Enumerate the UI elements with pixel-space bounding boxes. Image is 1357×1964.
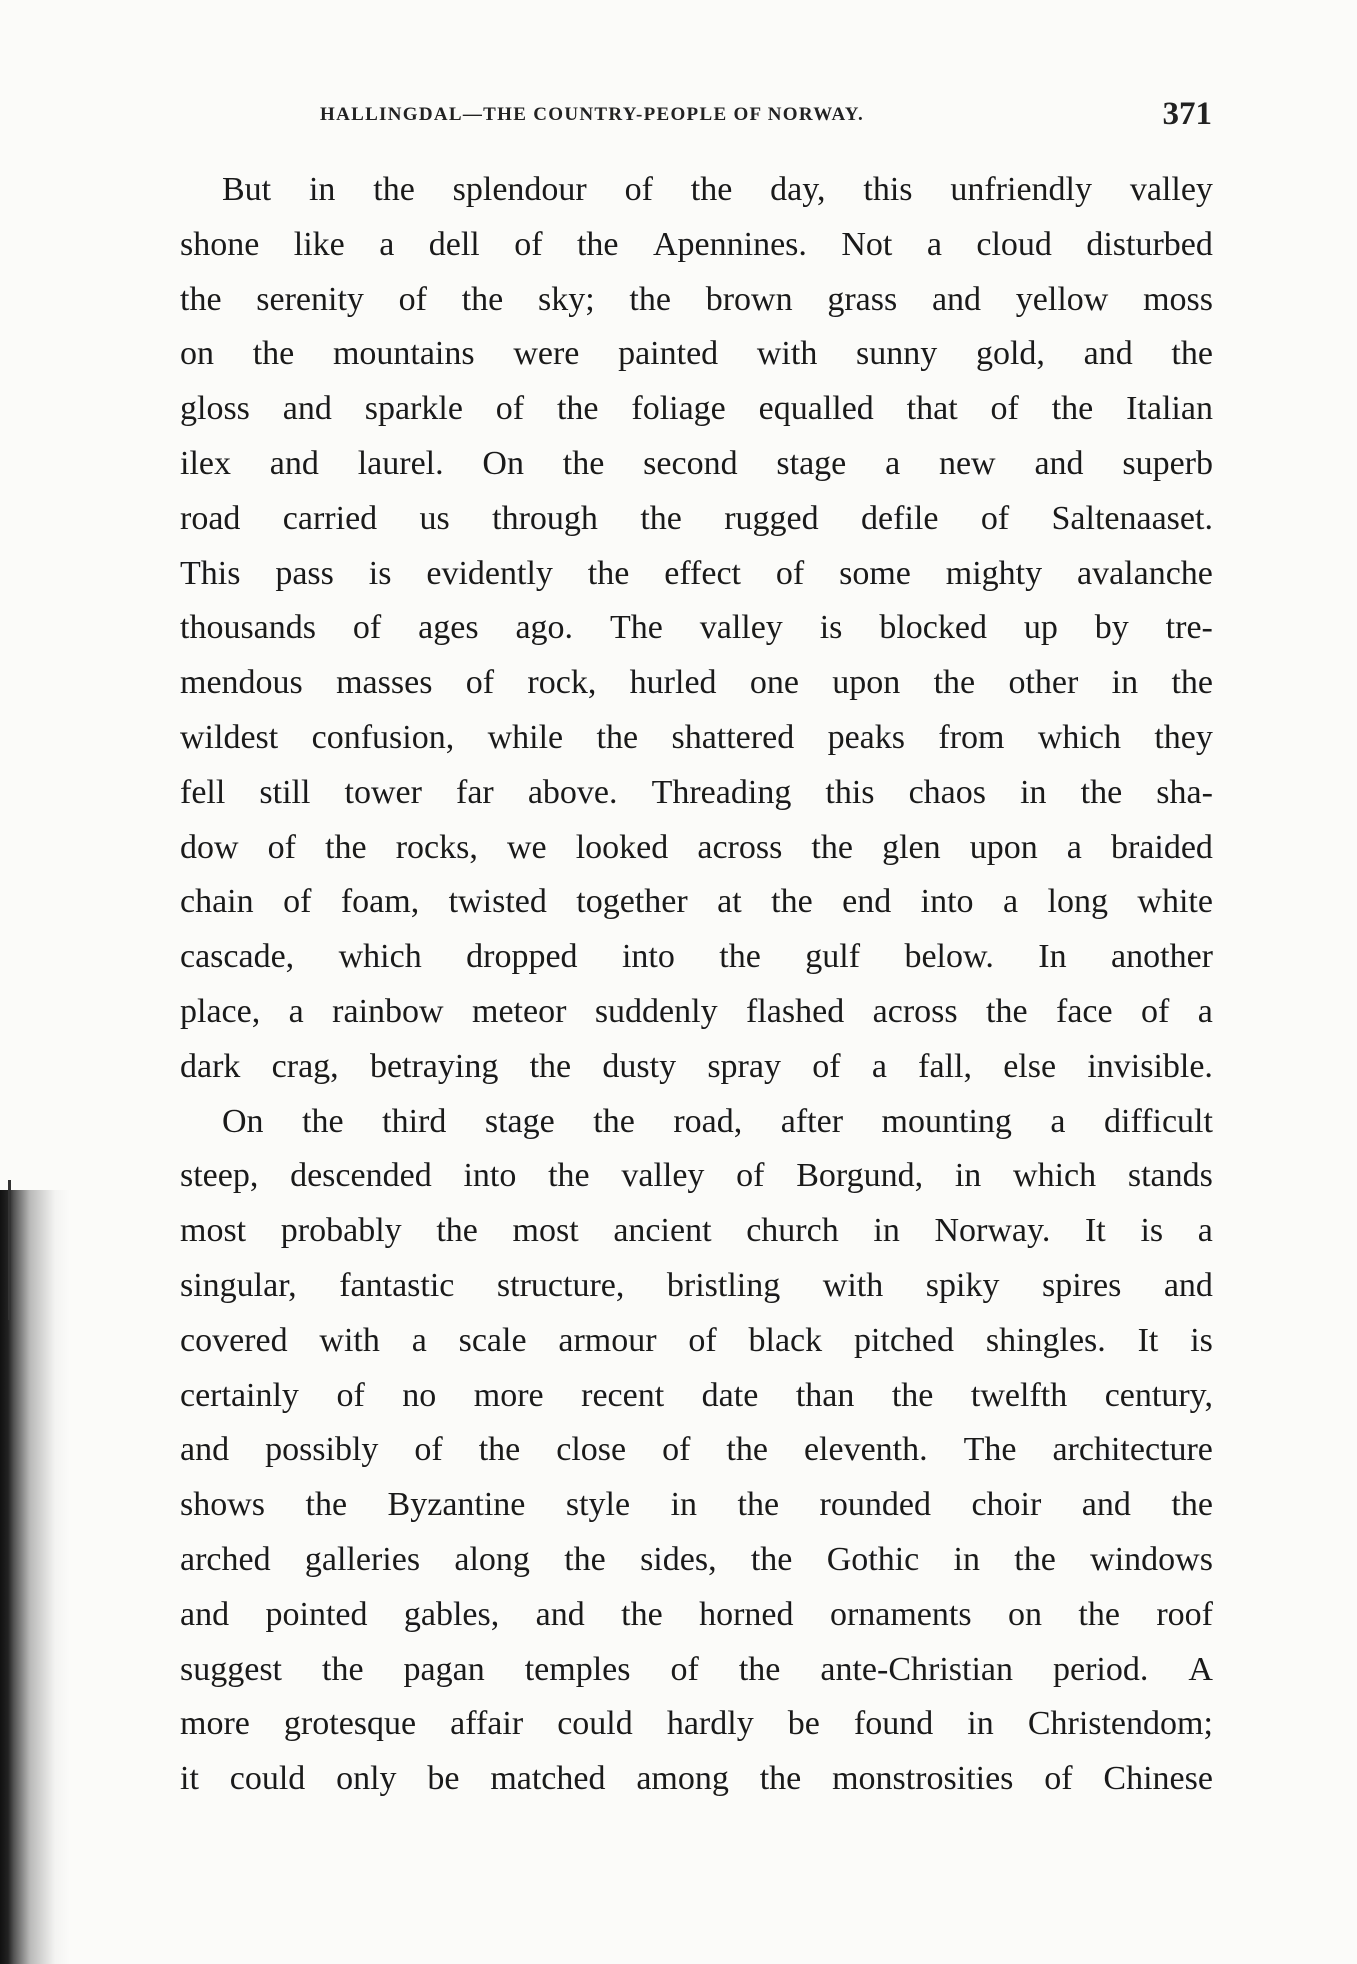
text-line: On the third stage the road, after mounting a difficult (222, 1102, 1213, 1140)
text-line: shows the Byzantine style in the rounded choir and the (180, 1486, 1213, 1524)
text-line: mendous masses of rock, hurled one upon the other in the (180, 664, 1213, 702)
scan-binding-edge (8, 1180, 11, 1320)
text-line: on the mountains were painted with sunny gold, and the (180, 335, 1213, 373)
text-line: thousands of ages ago. The valley is blocked up by tre- (180, 609, 1213, 647)
text-line: chain of foam, twisted together at the end into a long white (180, 883, 1213, 921)
text-line: most probably the most ancient church in Norway. It is a (180, 1212, 1213, 1250)
text-line: This pass is evidently the effect of some mighty avalanche (180, 554, 1213, 592)
text-line: dow of the rocks, we looked across the glen upon a braided (180, 828, 1213, 866)
text-line: certainly of no more recent date than the twelfth century, (180, 1376, 1213, 1414)
paragraph (180, 1095, 1213, 1807)
text-line: dark crag, betraying the dusty spray of a fall, else invisible. (180, 1047, 1213, 1085)
text-line: arched galleries along the sides, the Gothic in the windows (180, 1540, 1213, 1578)
text-line: and possibly of the close of the eleventh. The architecture (180, 1431, 1213, 1469)
text-line: singular, fantastic structure, bristling with spiky spires and (180, 1266, 1213, 1304)
text-line: gloss and sparkle of the foliage equalled that of the Italian (180, 390, 1213, 428)
text-line: ilex and laurel. On the second stage a new and superb (180, 444, 1213, 482)
text-line: place, a rainbow meteor suddenly flashed across the face of a (180, 992, 1213, 1030)
text-line: steep, descended into the valley of Borgund, in which stands (180, 1157, 1213, 1195)
page-header (320, 96, 1220, 136)
running-head: HALLINGDAL—THE COUNTRY-PEOPLE OF NORWAY. (320, 104, 865, 125)
text-line: road carried us through the rugged defile of Saltenaaset. (180, 499, 1213, 537)
text-line: it could only be matched among the monstrosities of Chinese (180, 1760, 1213, 1798)
text-line: covered with a scale armour of black pitched shingles. It is (180, 1321, 1213, 1359)
paragraph (180, 163, 1213, 1095)
text-line: more grotesque affair could hardly be found in Christendom; (180, 1705, 1213, 1743)
text-line: wildest confusion, while the shattered peaks from which they (180, 718, 1213, 756)
text-line: But in the splendour of the day, this unfriendly valley (222, 171, 1213, 208)
text-line: and pointed gables, and the horned ornaments on the roof (180, 1595, 1213, 1633)
page-number: 371 (1162, 96, 1212, 132)
text-line: cascade, which dropped into the gulf below. In another (180, 938, 1213, 976)
body-text (180, 163, 1213, 1807)
text-line: fell still tower far above. Threading this chaos in the sha- (180, 773, 1213, 811)
text-line: suggest the pagan temples of the ante-Christian period. A (180, 1650, 1213, 1688)
text-line: the serenity of the sky; the brown grass and yellow moss (180, 280, 1213, 318)
text-line: shone like a dell of the Apennines. Not a cloud disturbed (180, 225, 1213, 263)
